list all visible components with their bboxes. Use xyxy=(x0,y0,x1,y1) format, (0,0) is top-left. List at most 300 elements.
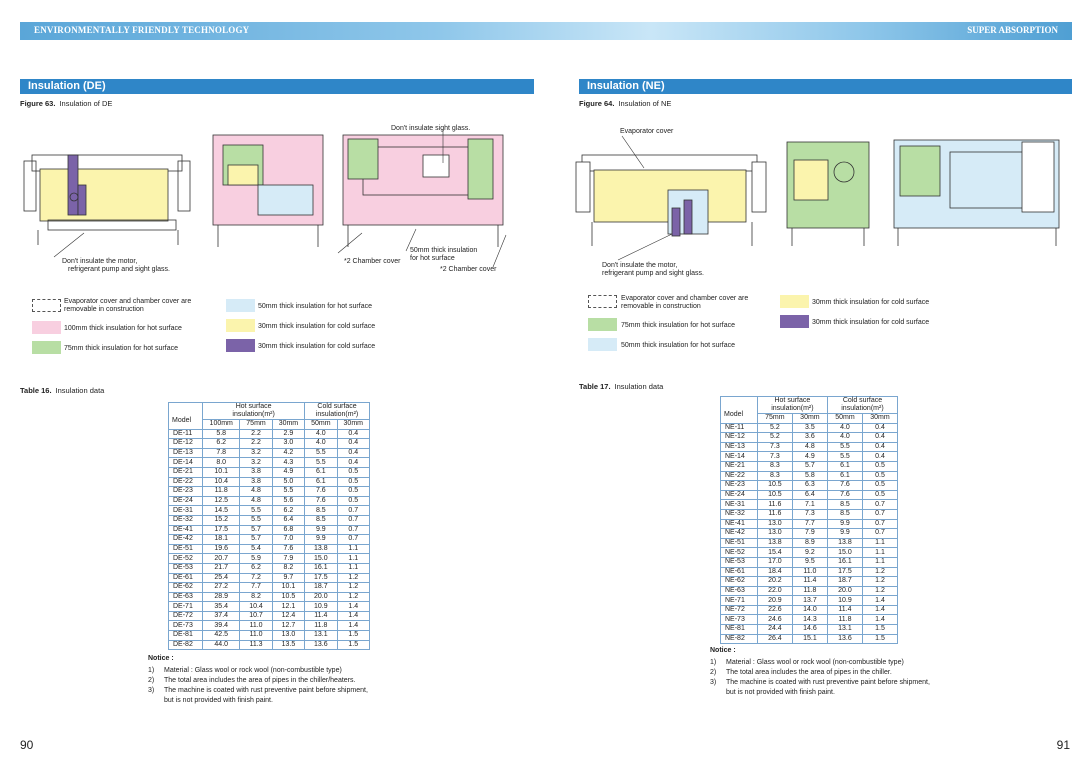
table-cell-value: 7.0 xyxy=(272,535,304,545)
table-cell-value: 5.9 xyxy=(240,554,272,564)
table-col-header: 75mm xyxy=(240,420,272,430)
table-cell-value: 16.1 xyxy=(305,563,337,573)
table-cell-value: 4.0 xyxy=(827,433,862,443)
table-cell-value: 8.0 xyxy=(203,458,240,468)
table-cell-value: 20.7 xyxy=(203,554,240,564)
table-cell-model: DE-52 xyxy=(169,554,203,564)
table-row xyxy=(721,567,898,577)
notice-item-text: The total area includes the area of pipes in the chiller. xyxy=(726,669,892,676)
table-cell-model: DE-72 xyxy=(169,611,203,621)
table-cell-model: DE-73 xyxy=(169,621,203,631)
table-row xyxy=(721,471,898,481)
callout-motor-line2: refrigerant pump and sight glass. xyxy=(68,266,170,273)
table-cell-model: NE-82 xyxy=(721,634,758,644)
table-cell-value: 6.3 xyxy=(792,481,827,491)
table-cell-value: 3.8 xyxy=(240,467,272,477)
table-cell-value: 18.7 xyxy=(827,577,862,587)
table-cell-value: 3.2 xyxy=(240,458,272,468)
legend-swatch-100mm-hot xyxy=(32,321,61,334)
table-cell-value: 14.3 xyxy=(792,615,827,625)
table-row xyxy=(721,529,898,539)
table-cell-value: 8.9 xyxy=(792,538,827,548)
table-cell-value: 11.6 xyxy=(757,500,792,510)
legend-text-30mm-cold-purple: 30mm thick insulation for cold surface xyxy=(258,343,376,350)
table-cell-value: 13.8 xyxy=(757,538,792,548)
table-cell-value: 1.4 xyxy=(862,605,897,615)
table-cell-value: 11.0 xyxy=(240,631,272,641)
table-cell-value: 14.0 xyxy=(792,605,827,615)
table-cell-model: DE-42 xyxy=(169,535,203,545)
table-cell-value: 0.5 xyxy=(862,490,897,500)
table-cell-model: DE-14 xyxy=(169,458,203,468)
table-cell-model: NE-23 xyxy=(721,481,758,491)
table-row xyxy=(169,487,370,497)
table-cell-value: 10.5 xyxy=(757,481,792,491)
table-cell-model: NE-72 xyxy=(721,605,758,615)
table-cell-value: 1.4 xyxy=(862,596,897,606)
table-cell-value: 7.3 xyxy=(757,452,792,462)
table-cell-value: 0.4 xyxy=(337,439,369,449)
legend-swatch-ne-removable xyxy=(588,295,617,308)
table-cell-value: 21.7 xyxy=(203,563,240,573)
table-row xyxy=(169,496,370,506)
figure-caption-de: Figure 63. Insulation of DE xyxy=(20,99,113,108)
table-cell-value: 1.1 xyxy=(862,548,897,558)
notice-item xyxy=(710,678,930,688)
notice-title: Notice : xyxy=(710,647,736,654)
table-cell-value: 17.5 xyxy=(827,567,862,577)
table-cell-value: 4.8 xyxy=(240,496,272,506)
table-cell-model: DE-21 xyxy=(169,467,203,477)
table-col-header: 30mm xyxy=(337,420,369,430)
table-cell-value: 16.1 xyxy=(827,557,862,567)
callout-ne-motor-line1: Don't insulate the motor, xyxy=(602,262,678,269)
table-cell-model: DE-24 xyxy=(169,496,203,506)
table-cell-value: 15.4 xyxy=(757,548,792,558)
table-cell-value: 15.0 xyxy=(305,554,337,564)
table-col-header: 50mm xyxy=(305,420,337,430)
table-cell-value: 18.7 xyxy=(305,583,337,593)
table-row xyxy=(169,535,370,545)
table-cell-value: 4.8 xyxy=(240,487,272,497)
table-cell-value: 13.8 xyxy=(305,544,337,554)
table-cell-value: 6.1 xyxy=(305,467,337,477)
table-corner-cell xyxy=(169,403,203,430)
table-cell-value: 8.2 xyxy=(272,563,304,573)
table-cell-model: NE-81 xyxy=(721,625,758,635)
table-cell-value: 4.3 xyxy=(272,458,304,468)
table-cell-value: 0.5 xyxy=(862,461,897,471)
table-cell-value: 9.9 xyxy=(305,535,337,545)
table-cell-model: DE-13 xyxy=(169,448,203,458)
table-row xyxy=(169,563,370,573)
table-cell-value: 13.5 xyxy=(272,640,304,650)
table-cell-value: 11.0 xyxy=(240,621,272,631)
table-cell-value: 11.8 xyxy=(305,621,337,631)
table-cell-value: 5.8 xyxy=(792,471,827,481)
table-cell-value: 20.9 xyxy=(757,596,792,606)
table-cell-value: 7.8 xyxy=(203,448,240,458)
table-cell-value: 8.5 xyxy=(305,506,337,516)
table-row xyxy=(721,481,898,491)
table-cell-model: DE-41 xyxy=(169,525,203,535)
legend-text-ne-30mm-cold-yellow: 30mm thick insulation for cold surface xyxy=(812,299,930,306)
table-cell-value: 0.5 xyxy=(337,496,369,506)
table-cell-model: NE-42 xyxy=(721,529,758,539)
table-cell-value: 10.9 xyxy=(827,596,862,606)
table-cell-model: NE-71 xyxy=(721,596,758,606)
table-row xyxy=(169,573,370,583)
notice-item xyxy=(710,658,930,668)
table-cell-value: 11.3 xyxy=(240,640,272,650)
table-cell-value: 5.5 xyxy=(827,452,862,462)
notice-item-number: 3) xyxy=(148,687,155,694)
table-row xyxy=(169,583,370,593)
table-header-hot: Hot surface insulation(m²) xyxy=(757,397,827,414)
table-cell-value: 5.5 xyxy=(827,442,862,452)
table-cell-value: 5.2 xyxy=(757,423,792,433)
table-row xyxy=(721,500,898,510)
notice-item xyxy=(148,676,368,686)
table-cell-value: 0.7 xyxy=(337,525,369,535)
table-cell-value: 2.9 xyxy=(272,429,304,439)
table-cell-value: 4.8 xyxy=(792,442,827,452)
table-corner-cell xyxy=(721,397,758,424)
table-cell-value: 8.5 xyxy=(305,515,337,525)
notice-item-text: The machine is coated with rust preventive paint before shipment, xyxy=(726,679,930,686)
table-cell-value: 1.4 xyxy=(862,615,897,625)
table-row xyxy=(169,631,370,641)
table-cell-model: DE-82 xyxy=(169,640,203,650)
table-cell-model: NE-21 xyxy=(721,461,758,471)
table-cell-value: 0.7 xyxy=(337,535,369,545)
table-header-cold: Cold surface insulation(m²) xyxy=(305,403,370,420)
table-cell-model: NE-61 xyxy=(721,567,758,577)
table-row xyxy=(721,605,898,615)
table-cell-value: 2.2 xyxy=(240,429,272,439)
table-cell-value: 7.9 xyxy=(272,554,304,564)
table-cell-value: 7.6 xyxy=(305,487,337,497)
legend-text-ne-30mm-cold-purple: 30mm thick insulation for cold surface xyxy=(812,319,930,326)
table-cell-value: 17.5 xyxy=(305,573,337,583)
table-cell-value: 4.0 xyxy=(305,429,337,439)
table-col-header: 30mm xyxy=(272,420,304,430)
legend-text-ne-75mm-hot: 75mm thick insulation for hot surface xyxy=(621,322,735,329)
header-left-title: ENVIRONMENTALLY FRIENDLY TECHNOLOGY xyxy=(34,25,250,35)
table-cell-value: 8.2 xyxy=(240,592,272,602)
table-row xyxy=(721,557,898,567)
legend-text-removable: Evaporator cover and chamber cover are removable in construction xyxy=(64,298,192,313)
table-cell-value: 0.5 xyxy=(337,477,369,487)
legend-swatch-ne-30mm-cold-yellow xyxy=(780,295,809,308)
callout-motor-line1: Don't insulate the motor, xyxy=(62,258,138,265)
table-cell-value: 9.9 xyxy=(827,529,862,539)
table-cell-value: 3.0 xyxy=(272,439,304,449)
table-cell-model: NE-32 xyxy=(721,509,758,519)
table-cell-value: 9.2 xyxy=(792,548,827,558)
callout-sight-glass: Don't insulate sight glass. xyxy=(391,125,471,132)
legend-text-30mm-cold-yellow: 30mm thick insulation for cold surface xyxy=(258,323,376,330)
table-cell-value: 0.5 xyxy=(862,471,897,481)
legend-swatch-75mm-hot xyxy=(32,341,61,354)
table-cell-value: 20.0 xyxy=(305,592,337,602)
table-cell-value: 20.2 xyxy=(757,577,792,587)
table-cell-value: 13.6 xyxy=(305,640,337,650)
notice-de xyxy=(148,654,368,706)
table-cell-model: DE-31 xyxy=(169,506,203,516)
table-cell-value: 7.7 xyxy=(792,519,827,529)
table-cell-value: 7.3 xyxy=(792,509,827,519)
table-cell-value: 5.5 xyxy=(305,448,337,458)
notice-item-text: but is not provided with finish paint. xyxy=(164,697,273,704)
table-cell-value: 13.6 xyxy=(827,634,862,644)
table-row xyxy=(721,461,898,471)
table-cell-value: 12.4 xyxy=(272,611,304,621)
table-cell-model: DE-62 xyxy=(169,583,203,593)
section-title-de: Insulation (DE) xyxy=(20,79,534,94)
notice-ne xyxy=(710,646,930,698)
table-cell-value: 9.7 xyxy=(272,573,304,583)
table-cell-value: 13.1 xyxy=(305,631,337,641)
table-cell-value: 7.6 xyxy=(272,544,304,554)
callout-50mm-line2: for hot surface xyxy=(410,255,455,262)
insulation-table-de xyxy=(168,402,370,650)
table-row xyxy=(721,596,898,606)
table-cell-value: 8.3 xyxy=(757,471,792,481)
table-cell-value: 13.1 xyxy=(827,625,862,635)
table-cell-value: 1.1 xyxy=(862,538,897,548)
table-cell-value: 0.5 xyxy=(337,487,369,497)
table-cell-value: 11.0 xyxy=(792,567,827,577)
table-cell-value: 17.5 xyxy=(203,525,240,535)
table-cell-value: 18.4 xyxy=(757,567,792,577)
notice-item-text: Material : Glass wool or rock wool (non-combustible type) xyxy=(726,659,904,666)
table-cell-value: 1.2 xyxy=(337,583,369,593)
legend-text-ne-removable: Evaporator cover and chamber cover are removable in construction xyxy=(621,295,749,310)
table-cell-model: NE-62 xyxy=(721,577,758,587)
table-cell-value: 10.9 xyxy=(305,602,337,612)
table-cell-value: 3.2 xyxy=(240,448,272,458)
table-cell-model: NE-41 xyxy=(721,519,758,529)
table-cell-value: 6.2 xyxy=(203,439,240,449)
table-cell-value: 42.5 xyxy=(203,631,240,641)
table-cell-value: 5.6 xyxy=(272,496,304,506)
table-header-cold: Cold surface insulation(m²) xyxy=(827,397,897,414)
table-cell-value: 27.2 xyxy=(203,583,240,593)
table-cell-value: 6.4 xyxy=(272,515,304,525)
table-cell-value: 0.5 xyxy=(337,467,369,477)
table-col-header: 50mm xyxy=(827,414,862,424)
table-cell-model: NE-11 xyxy=(721,423,758,433)
notice-item-text: The total area includes the area of pipes in the chiller/heaters. xyxy=(164,677,356,684)
table-cell-value: 8.3 xyxy=(757,461,792,471)
table-cell-model: NE-52 xyxy=(721,548,758,558)
table-cell-value: 6.2 xyxy=(240,563,272,573)
table-cell-model: NE-22 xyxy=(721,471,758,481)
table-cell-value: 10.4 xyxy=(240,602,272,612)
table-cell-value: 7.3 xyxy=(757,442,792,452)
table-cell-value: 15.1 xyxy=(792,634,827,644)
table-cell-value: 17.0 xyxy=(757,557,792,567)
callout-chamber-cover-a: *2 Chamber cover xyxy=(344,258,401,265)
notice-title: Notice : xyxy=(148,655,174,662)
table-cell-model: DE-12 xyxy=(169,439,203,449)
table-cell-value: 7.1 xyxy=(792,500,827,510)
table-row xyxy=(169,544,370,554)
table-cell-value: 0.4 xyxy=(337,429,369,439)
notice-item-number: 2) xyxy=(710,669,717,676)
table-cell-value: 5.7 xyxy=(792,461,827,471)
section-title-ne: Insulation (NE) xyxy=(579,79,1072,94)
table-cell-value: 9.9 xyxy=(305,525,337,535)
table-cell-value: 0.4 xyxy=(337,448,369,458)
table-row xyxy=(169,439,370,449)
table-cell-value: 5.7 xyxy=(240,525,272,535)
table-cell-value: 15.0 xyxy=(827,548,862,558)
table-cell-value: 8.5 xyxy=(827,500,862,510)
table-cell-model: DE-81 xyxy=(169,631,203,641)
table-row xyxy=(721,509,898,519)
table-row xyxy=(721,625,898,635)
notice-item-text: Material : Glass wool or rock wool (non-combustible type) xyxy=(164,667,342,674)
table-cell-value: 7.6 xyxy=(827,490,862,500)
table-cell-model: NE-73 xyxy=(721,615,758,625)
table-cell-value: 9.9 xyxy=(827,519,862,529)
table-cell-value: 0.7 xyxy=(862,519,897,529)
table-row xyxy=(169,467,370,477)
callout-ne-motor-line2: refrigerant pump and sight glass. xyxy=(602,270,704,277)
table-cell-model: DE-11 xyxy=(169,429,203,439)
table-cell-value: 4.9 xyxy=(272,467,304,477)
page-number-left: 90 xyxy=(20,738,34,752)
table-row xyxy=(721,548,898,558)
table-cell-value: 1.2 xyxy=(862,567,897,577)
table-row xyxy=(169,429,370,439)
table-cell-value: 1.1 xyxy=(337,563,369,573)
legend-swatch-30mm-cold-purple xyxy=(226,339,255,352)
notice-item-number: 1) xyxy=(710,659,717,666)
table-row xyxy=(721,615,898,625)
table-cell-value: 11.6 xyxy=(757,509,792,519)
table-cell-value: 7.2 xyxy=(240,573,272,583)
table-cell-value: 5.5 xyxy=(305,458,337,468)
table-cell-model: NE-12 xyxy=(721,433,758,443)
table-cell-value: 13.0 xyxy=(757,519,792,529)
table-cell-value: 11.4 xyxy=(792,577,827,587)
notice-item xyxy=(710,668,930,678)
table-row xyxy=(169,602,370,612)
table-cell-value: 12.7 xyxy=(272,621,304,631)
table-cell-value: 1.1 xyxy=(337,554,369,564)
table-row xyxy=(721,634,898,644)
table-col-header: 30mm xyxy=(862,414,897,424)
table-caption-de: Table 16. Insulation data xyxy=(20,386,105,395)
table-header-hot: Hot surface insulation(m²) xyxy=(203,403,305,420)
legend-swatch-removable xyxy=(32,299,61,312)
table-cell-value: 7.9 xyxy=(792,529,827,539)
notice-item-number xyxy=(710,688,726,698)
table-cell-value: 3.8 xyxy=(240,477,272,487)
table-cell-value: 11.4 xyxy=(827,605,862,615)
table-cell-value: 0.4 xyxy=(862,442,897,452)
table-cell-value: 11.4 xyxy=(305,611,337,621)
table-cell-value: 5.0 xyxy=(272,477,304,487)
table-cell-value: 44.0 xyxy=(203,640,240,650)
legend-swatch-ne-50mm-hot xyxy=(588,338,617,351)
table-cell-value: 28.9 xyxy=(203,592,240,602)
table-cell-value: 10.1 xyxy=(272,583,304,593)
table-cell-value: 0.7 xyxy=(862,529,897,539)
table-cell-value: 7.7 xyxy=(240,583,272,593)
ne-insulation-diagram xyxy=(572,130,1072,265)
table-cell-value: 9.5 xyxy=(792,557,827,567)
table-cell-value: 10.1 xyxy=(203,467,240,477)
table-cell-value: 0.5 xyxy=(862,481,897,491)
table-row xyxy=(721,519,898,529)
callout-evaporator-cover: Evaporator cover xyxy=(620,128,674,135)
table-cell-model: NE-13 xyxy=(721,442,758,452)
table-row xyxy=(721,490,898,500)
table-row xyxy=(169,640,370,650)
table-cell-model: NE-51 xyxy=(721,538,758,548)
table-cell-value: 0.4 xyxy=(337,458,369,468)
table-cell-value: 0.7 xyxy=(337,515,369,525)
table-cell-value: 6.1 xyxy=(827,461,862,471)
table-cell-value: 6.8 xyxy=(272,525,304,535)
table-cell-value: 22.6 xyxy=(757,605,792,615)
table-cell-value: 1.2 xyxy=(862,586,897,596)
table-cell-value: 13.7 xyxy=(792,596,827,606)
table-cell-model: NE-24 xyxy=(721,490,758,500)
table-cell-value: 6.4 xyxy=(792,490,827,500)
table-cell-value: 26.4 xyxy=(757,634,792,644)
table-col-header: 30mm xyxy=(792,414,827,424)
table-row xyxy=(169,621,370,631)
table-cell-value: 1.4 xyxy=(337,602,369,612)
table-cell-value: 13.0 xyxy=(757,529,792,539)
table-cell-value: 37.4 xyxy=(203,611,240,621)
header-right-title: SUPER ABSORPTION xyxy=(967,25,1058,35)
notice-item xyxy=(148,696,368,706)
table-row xyxy=(721,433,898,443)
table-cell-value: 4.9 xyxy=(792,452,827,462)
table-model-header: Model xyxy=(172,416,192,424)
table-cell-value: 5.8 xyxy=(203,429,240,439)
table-cell-value: 1.5 xyxy=(862,634,897,644)
table-cell-model: NE-63 xyxy=(721,586,758,596)
table-cell-value: 7.6 xyxy=(827,481,862,491)
table-cell-model: NE-14 xyxy=(721,452,758,462)
table-cell-value: 11.8 xyxy=(203,487,240,497)
table-caption-ne: Table 17. Insulation data xyxy=(579,382,664,391)
table-row xyxy=(721,452,898,462)
table-cell-value: 6.1 xyxy=(305,477,337,487)
table-cell-value: 10.5 xyxy=(757,490,792,500)
table-cell-value: 39.4 xyxy=(203,621,240,631)
notice-item-number xyxy=(148,696,164,706)
notice-item-text: The machine is coated with rust preventive paint before shipment, xyxy=(164,687,368,694)
table-row xyxy=(169,554,370,564)
table-cell-value: 10.7 xyxy=(240,611,272,621)
table-cell-model: DE-23 xyxy=(169,487,203,497)
table-cell-model: NE-31 xyxy=(721,500,758,510)
figure-caption-ne: Figure 64. Insulation of NE xyxy=(579,99,672,108)
table-cell-value: 8.5 xyxy=(827,509,862,519)
table-col-header: 100mm xyxy=(203,420,240,430)
table-cell-model: DE-71 xyxy=(169,602,203,612)
table-cell-value: 5.5 xyxy=(272,487,304,497)
table-row xyxy=(721,586,898,596)
